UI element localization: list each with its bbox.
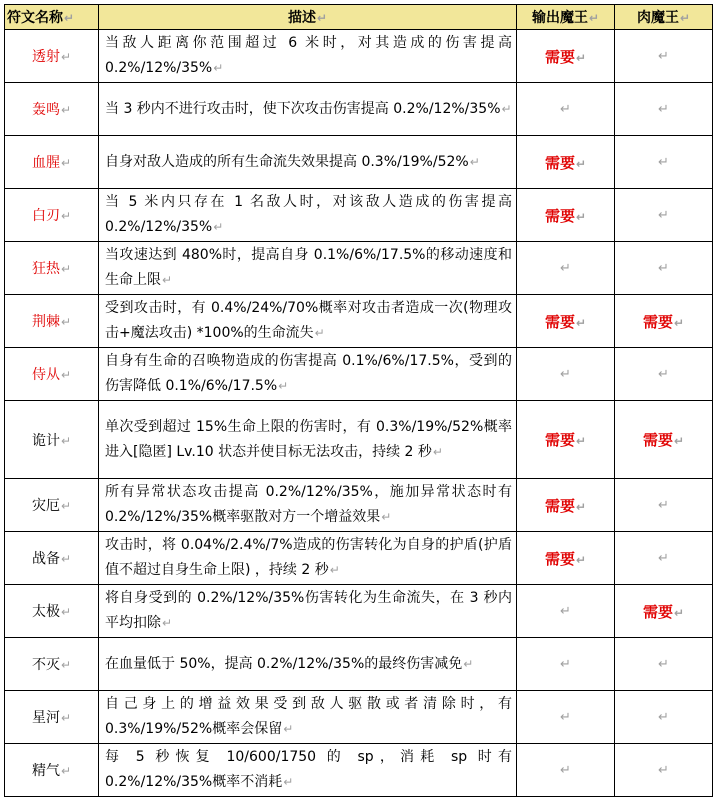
dps-demon-king-cell: 需要↵ — [517, 532, 615, 585]
tank-demon-king-cell: ↵ — [615, 189, 713, 242]
table-row — [5, 136, 713, 189]
rune-description: 自身有生命的召唤物造成的伤害提高 0.1%/6%/17.5%，受到的伤害降低 0.1%/6%/17.5%↵ — [99, 348, 517, 401]
table-row — [5, 30, 713, 83]
rune-description: 当 5 米内只存在 1 名敌人时，对该敌人造成的伤害提高 0.2%/12%/35%↵ — [99, 189, 517, 242]
rune-name: 血腥↵ — [5, 136, 99, 189]
dps-demon-king-cell: 需要↵ — [517, 295, 615, 348]
rune-description: 当 3 秒内不进行攻击时，使下次攻击伤害提高 0.2%/12%/35%↵ — [99, 83, 517, 136]
dps-demon-king-cell: 需要↵ — [517, 136, 615, 189]
dps-demon-king-cell: 需要↵ — [517, 479, 615, 532]
rune-name: 狂热↵ — [5, 242, 99, 295]
rune-name: 侍从↵ — [5, 348, 99, 401]
header-row — [5, 5, 713, 30]
dps-demon-king-cell: ↵ — [517, 242, 615, 295]
tank-demon-king-cell: ↵ — [615, 691, 713, 744]
table-row — [5, 744, 713, 797]
tank-demon-king-cell: ↵ — [615, 83, 713, 136]
tank-demon-king-cell: ↵ — [615, 242, 713, 295]
rune-name: 战备↵ — [5, 532, 99, 585]
dps-demon-king-cell: ↵ — [517, 83, 615, 136]
table-row — [5, 189, 713, 242]
table-row — [5, 401, 713, 479]
table-row — [5, 532, 713, 585]
rune-name: 轰鸣↵ — [5, 83, 99, 136]
table-row — [5, 242, 713, 295]
header-name: 符文名称↵ — [5, 5, 99, 30]
dps-demon-king-cell: 需要↵ — [517, 401, 615, 479]
dps-demon-king-cell: ↵ — [517, 348, 615, 401]
table-row — [5, 479, 713, 532]
rune-description: 所有异常状态攻击提高 0.2%/12%/35%，施加异常状态时有 0.2%/12%/35%概率驱散对方一个增益效果↵ — [99, 479, 517, 532]
rune-name: 灾厄↵ — [5, 479, 99, 532]
tank-demon-king-cell: ↵ — [615, 348, 713, 401]
header-desc: 描述↵ — [99, 5, 517, 30]
rune-name: 太极↵ — [5, 585, 99, 638]
rune-description: 自身对敌人造成的所有生命流失效果提高 0.3%/19%/52%↵ — [99, 136, 517, 189]
tank-demon-king-cell: 需要↵ — [615, 401, 713, 479]
rune-name: 诡计↵ — [5, 401, 99, 479]
header-dps: 输出魔王↵ — [517, 5, 615, 30]
rune-name: 白刃↵ — [5, 189, 99, 242]
tank-demon-king-cell: ↵ — [615, 479, 713, 532]
rune-description: 每 5 秒恢复 10/600/1750 的 sp，消耗 sp 时有 0.2%/12%/35%概率不消耗↵ — [99, 744, 517, 797]
tank-demon-king-cell: ↵ — [615, 638, 713, 691]
rune-name: 荆棘↵ — [5, 295, 99, 348]
table-row — [5, 638, 713, 691]
rune-description: 当敌人距离你范围超过 6 米时，对其造成的伤害提高 0.2%/12%/35%↵ — [99, 30, 517, 83]
rune-description: 自己身上的增益效果受到敌人驱散或者清除时，有 0.3%/19%/52%概率会保留↵ — [99, 691, 517, 744]
tank-demon-king-cell: ↵ — [615, 136, 713, 189]
tank-demon-king-cell: ↵ — [615, 744, 713, 797]
rune-description: 当攻速达到 480%时，提高自身 0.1%/6%/17.5%的移动速度和生命上限↵ — [99, 242, 517, 295]
tank-demon-king-cell: 需要↵ — [615, 585, 713, 638]
table-row — [5, 691, 713, 744]
dps-demon-king-cell: ↵ — [517, 585, 615, 638]
rune-description: 将自身受到的 0.2%/12%/35%伤害转化为生命流失，在 3 秒内平均扣除↵ — [99, 585, 517, 638]
dps-demon-king-cell: ↵ — [517, 744, 615, 797]
rune-name: 透射↵ — [5, 30, 99, 83]
table-row — [5, 348, 713, 401]
tank-demon-king-cell: ↵ — [615, 532, 713, 585]
rune-table — [4, 4, 713, 797]
tank-demon-king-cell: 需要↵ — [615, 295, 713, 348]
rune-name: 不灭↵ — [5, 638, 99, 691]
table-row — [5, 83, 713, 136]
rune-description: 在血量低于 50%，提高 0.2%/12%/35%的最终伤害减免↵ — [99, 638, 517, 691]
rune-description: 攻击时，将 0.04%/2.4%/7%造成的伤害转化为自身的护盾(护盾值不超过自身生命上限) ，持续 2 秒↵ — [99, 532, 517, 585]
table-row — [5, 295, 713, 348]
dps-demon-king-cell: 需要↵ — [517, 30, 615, 83]
tank-demon-king-cell: ↵ — [615, 30, 713, 83]
dps-demon-king-cell: 需要↵ — [517, 189, 615, 242]
rune-name: 精气↵ — [5, 744, 99, 797]
rune-description: 单次受到超过 15%生命上限的伤害时，有 0.3%/19%/52%概率进入[隐匿] Lv.10 状态并使目标无法攻击，持续 2 秒↵ — [99, 401, 517, 479]
rune-description: 受到攻击时，有 0.4%/24%/70%概率对攻击者造成一次(物理攻击+魔法攻击) *100%的生命流失↵ — [99, 295, 517, 348]
header-tank: 肉魔王↵ — [615, 5, 713, 30]
rune-name: 星河↵ — [5, 691, 99, 744]
dps-demon-king-cell: ↵ — [517, 691, 615, 744]
dps-demon-king-cell: ↵ — [517, 638, 615, 691]
table-row — [5, 585, 713, 638]
